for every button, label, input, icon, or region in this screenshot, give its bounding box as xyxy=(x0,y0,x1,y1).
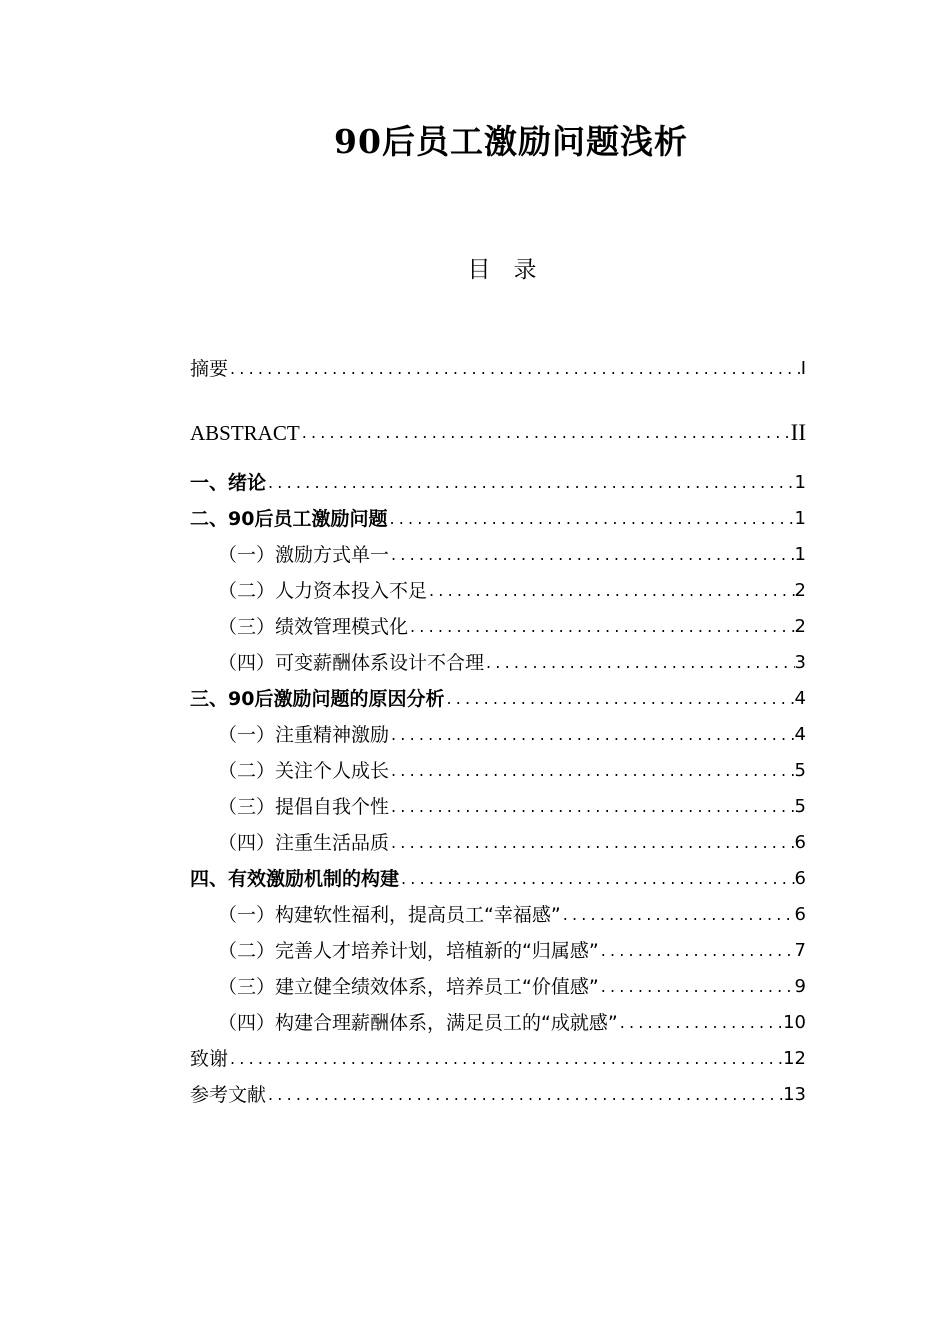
toc-entry-text: （四）构建合理薪酬体系，满足员工的“成就感” xyxy=(218,1012,618,1034)
toc-dot-leader xyxy=(399,862,795,896)
toc-dot-leader xyxy=(389,826,795,860)
toc-entry[interactable] xyxy=(190,416,806,450)
toc-entry-text: （四）注重生活品质 xyxy=(218,832,390,854)
toc-dot-leader xyxy=(484,646,795,680)
toc-entry-page: 6 xyxy=(794,868,806,889)
toc-entry[interactable] xyxy=(190,754,806,788)
toc-entry[interactable] xyxy=(190,718,806,752)
toc-entry[interactable] xyxy=(190,502,806,536)
toc-entry-page: 2 xyxy=(794,616,806,637)
toc-entry-page: 12 xyxy=(783,1048,806,1069)
toc-entry-page: 4 xyxy=(794,724,806,745)
toc-entry[interactable] xyxy=(190,352,806,386)
toc-entry-text: （三）提倡自我个性 xyxy=(218,796,390,818)
toc-dot-leader xyxy=(408,610,795,644)
toc-dot-leader xyxy=(389,538,795,572)
toc-dot-leader xyxy=(599,970,795,1004)
toc-entry-text: 一、绪论 xyxy=(190,472,267,494)
toc-entry[interactable] xyxy=(190,898,806,932)
toc-entry-page: 9 xyxy=(794,976,806,997)
toc-entry[interactable] xyxy=(190,538,806,572)
toc-entry-page: 1 xyxy=(794,544,806,565)
toc-dot-leader xyxy=(266,1078,783,1112)
document-title: 90后员工激励问题浅析 xyxy=(334,122,688,161)
toc-entry-text: （四）可变薪酬体系设计不合理 xyxy=(218,652,485,674)
toc-entry-page: I xyxy=(800,358,806,379)
toc-dot-leader xyxy=(387,502,794,536)
toc-entry[interactable] xyxy=(190,1042,806,1076)
toc-entry-page: 2 xyxy=(794,580,806,601)
toc-dot-leader xyxy=(389,754,795,788)
toc-entry[interactable] xyxy=(190,610,806,644)
toc-dot-leader xyxy=(228,352,801,386)
toc-entry-page: II xyxy=(790,420,806,445)
toc-entry-text: 摘要 xyxy=(190,358,229,380)
toc-entry-page: 6 xyxy=(794,904,806,925)
toc-entry-page: 5 xyxy=(794,796,806,817)
toc-entry-page: 1 xyxy=(794,472,806,493)
toc-entry[interactable] xyxy=(190,574,806,608)
toc-dot-leader xyxy=(389,790,795,824)
toc-entry[interactable] xyxy=(190,646,806,680)
toc-entry[interactable] xyxy=(190,1006,806,1040)
toc-entry-page: 4 xyxy=(794,688,806,709)
toc-entry-text: （三）绩效管理模式化 xyxy=(218,616,409,638)
toc-entry[interactable] xyxy=(190,682,806,716)
toc-entry-page: 5 xyxy=(794,760,806,781)
toc-dot-leader xyxy=(444,682,794,716)
toc-entry[interactable] xyxy=(190,466,806,500)
toc-entry-text: （二）人力资本投入不足 xyxy=(218,580,428,602)
toc-entry-page: 6 xyxy=(794,832,806,853)
toc-dot-leader xyxy=(561,898,795,932)
toc-entry-text: （一）构建软性福利，提高员工“幸福感” xyxy=(218,904,561,926)
toc-entry-page: 1 xyxy=(794,508,806,529)
toc-dot-leader xyxy=(266,466,795,500)
toc-entry[interactable] xyxy=(190,1078,806,1112)
toc-entry-text: 三、90后激励问题的原因分析 xyxy=(190,688,445,710)
toc-entry[interactable] xyxy=(190,970,806,1004)
toc-entry-page: 3 xyxy=(794,652,806,673)
toc-entry-text: （二）关注个人成长 xyxy=(218,760,390,782)
toc-entry-text: （二）完善人才培养计划，培植新的“归属感” xyxy=(218,940,599,962)
toc-entry-text: （一）注重精神激励 xyxy=(218,724,390,746)
toc-entry-text: （三）建立健全绩效体系，培养员工“价值感” xyxy=(218,976,599,998)
toc-dot-leader xyxy=(228,1042,783,1076)
toc-entry-text: 四、有效激励机制的构建 xyxy=(190,868,400,890)
toc-heading: 目 录 xyxy=(467,257,537,283)
toc-entry-page: 13 xyxy=(783,1084,806,1105)
toc-entry-text: 参考文献 xyxy=(190,1084,267,1106)
toc-entry[interactable] xyxy=(190,826,806,860)
toc-entry[interactable] xyxy=(190,862,806,896)
toc-entry-text: ABSTRACT xyxy=(190,421,300,445)
toc-entry-page: 7 xyxy=(794,940,806,961)
toc-entry[interactable] xyxy=(190,790,806,824)
toc-entry-text: 致谢 xyxy=(190,1048,229,1070)
toc-entry-text: （一）激励方式单一 xyxy=(218,544,390,566)
toc-dot-leader xyxy=(389,718,795,752)
toc-dot-leader xyxy=(300,416,791,450)
toc-dot-leader xyxy=(599,934,795,968)
toc-entry-page: 10 xyxy=(783,1012,806,1033)
toc-entry-text: 二、90后员工激励问题 xyxy=(190,508,388,530)
toc-dot-leader xyxy=(618,1006,783,1040)
toc-dot-leader xyxy=(427,574,795,608)
toc-entry[interactable] xyxy=(190,934,806,968)
